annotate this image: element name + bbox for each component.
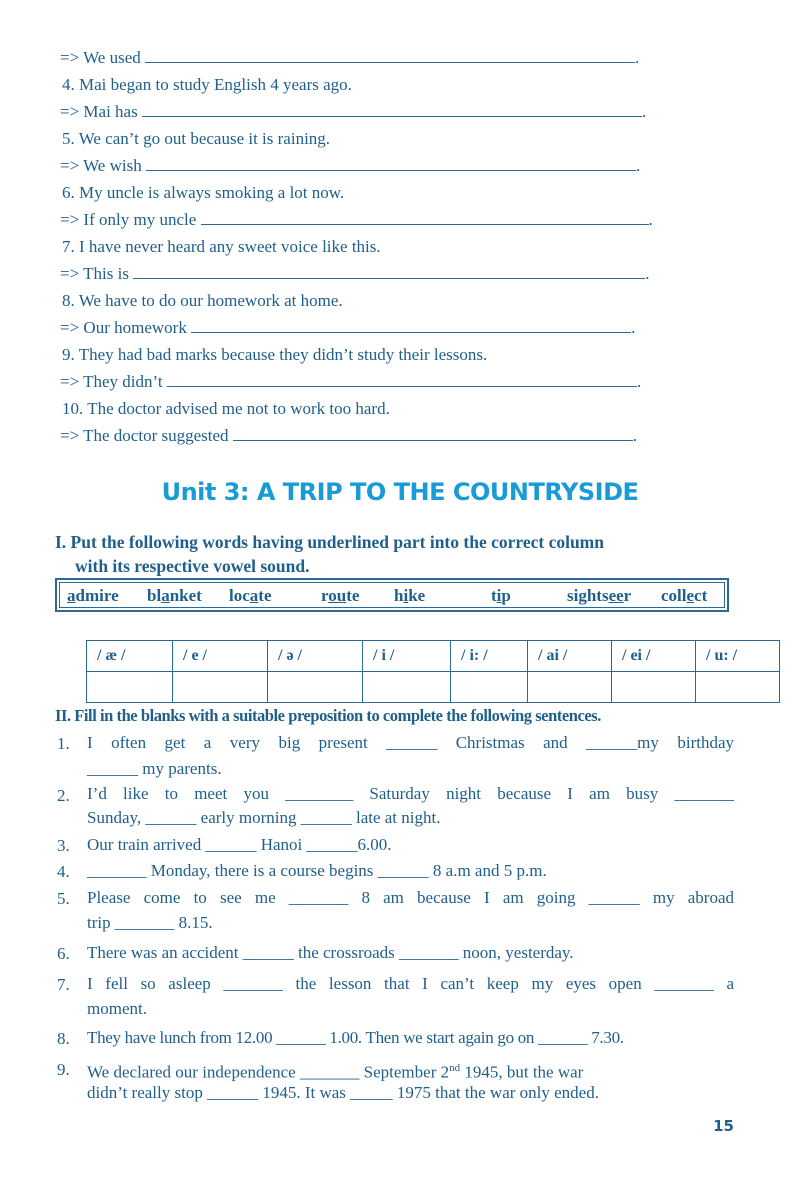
rewrite-text: 6. My uncle is always smoking a lot now.	[62, 183, 345, 202]
word-part: r	[623, 586, 632, 605]
rewrite-text: => Our homework	[60, 318, 192, 337]
underlined-part: i	[403, 586, 409, 605]
word-part: te	[258, 586, 272, 605]
rewrite-answer-line	[60, 101, 646, 123]
rewrite-text: => We wish	[60, 156, 146, 175]
word-part: ct	[694, 586, 708, 605]
answer-blank[interactable]	[142, 102, 642, 117]
word-part: te	[346, 586, 360, 605]
vowel-answer-cell[interactable]	[363, 672, 451, 703]
sentence-7-line2: moment.	[87, 999, 147, 1018]
item-number: 7.	[57, 975, 70, 994]
sentence-1-line2: ______ my parents.	[87, 759, 222, 778]
period: .	[631, 318, 636, 337]
word-part: p	[501, 586, 511, 605]
rewrite-prompt	[62, 128, 330, 150]
period: .	[635, 48, 640, 67]
vowel-answer-cell[interactable]	[268, 672, 363, 703]
rewrite-text: => They didn’t	[60, 372, 167, 391]
word-part: bl	[147, 586, 162, 605]
sentence-1-line1: I often get a very big present ______ Christmas and ______my birthday	[87, 733, 734, 752]
vowel-answer-cell[interactable]	[173, 672, 268, 703]
word-part: loc	[229, 586, 250, 605]
page-number: 15	[713, 1117, 734, 1135]
word-part: coll	[661, 586, 687, 605]
sentence-2-line1: I’d like to meet you ________ Saturday night because I am busy _______	[87, 784, 734, 803]
word-part: h	[394, 586, 404, 605]
item-number: 8.	[57, 1029, 70, 1048]
answer-blank[interactable]	[133, 264, 645, 279]
vowel-header-cell: / e /	[173, 641, 268, 672]
word-part: dmire	[75, 586, 119, 605]
rewrite-text: => The doctor suggested	[60, 426, 233, 445]
rewrite-text: 9. They had bad marks because they didn’t study their lessons.	[62, 345, 488, 364]
answer-blank[interactable]	[233, 426, 633, 441]
sentence-2-line2: Sunday, ______ early morning ______ late at night.	[87, 808, 441, 827]
item-number: 1.	[57, 734, 70, 753]
word-part: ke	[408, 586, 426, 605]
vowel-table	[86, 640, 780, 703]
period: .	[641, 102, 647, 121]
word-box	[55, 578, 729, 612]
section-1-instruction-line2: with its respective vowel sound.	[75, 556, 310, 576]
underlined-part: a	[161, 586, 170, 605]
vowel-answer-cell[interactable]	[528, 672, 612, 703]
word-item	[321, 586, 359, 606]
item-number: 6.	[57, 944, 70, 963]
rewrite-answer-line	[60, 209, 653, 231]
rewrite-answer-line	[60, 425, 637, 447]
rewrite-text: => This is	[60, 264, 134, 283]
item-number: 4.	[57, 862, 70, 881]
vowel-header-cell: / i: /	[451, 641, 528, 672]
word-part: t	[491, 586, 497, 605]
word-part: r	[321, 586, 329, 605]
sentence-5-line2: trip _______ 8.15.	[87, 913, 213, 932]
word-item	[394, 586, 425, 606]
answer-blank[interactable]	[146, 156, 636, 171]
section-1-instruction-line1: I. Put the following words having underlined part into the correct column	[55, 532, 604, 552]
underlined-part: a	[67, 586, 76, 605]
underlined-part: ee	[608, 586, 624, 605]
vowel-answer-cell[interactable]	[612, 672, 696, 703]
rewrite-text: => Mai has	[60, 102, 142, 121]
sentence-6: There was an accident ______ the crossroads _______ noon, yesterday.	[87, 943, 574, 962]
rewrite-prompt	[62, 182, 344, 204]
item-number: 9.	[57, 1060, 70, 1079]
period: .	[648, 210, 653, 229]
section-2-instruction: II. Fill in the blanks with a suitable preposition to complete the following sentences.	[55, 706, 601, 725]
underlined-part: i	[496, 586, 502, 605]
rewrite-answer-line	[60, 317, 635, 339]
word-item	[67, 586, 119, 606]
rewrite-prompt	[62, 74, 352, 96]
item-number: 5.	[57, 889, 70, 908]
vowel-answer-cell[interactable]	[451, 672, 528, 703]
word-item	[567, 586, 631, 606]
sentence-3: Our train arrived ______ Hanoi ______6.00.	[87, 835, 392, 854]
rewrite-text: 5. We can’t go out because it is raining.	[62, 129, 331, 148]
ordinal-suffix: nd	[449, 1062, 461, 1074]
underlined-part: e	[686, 586, 695, 605]
rewrite-prompt	[62, 398, 390, 420]
rewrite-text: 8. We have to do our homework at home.	[62, 291, 343, 310]
vowel-header-cell: / ai /	[528, 641, 612, 672]
sentence-9-text-b: 1945, but the war	[460, 1062, 584, 1082]
vowel-header-cell: / i /	[363, 641, 451, 672]
sentence-9-text-a: We declared our independence _______ September 2	[87, 1062, 450, 1082]
underlined-part: a	[249, 586, 259, 605]
answer-blank[interactable]	[191, 318, 631, 333]
rewrite-prompt	[62, 236, 381, 258]
period: .	[632, 426, 638, 445]
rewrite-answer-line	[60, 155, 640, 177]
vowel-header-cell: / ei /	[612, 641, 696, 672]
vowel-answer-cell[interactable]	[87, 672, 173, 703]
rewrite-prompt	[62, 290, 343, 312]
word-part: sights	[567, 586, 609, 605]
vowel-header-cell: / ə /	[268, 641, 363, 672]
period: .	[635, 156, 641, 175]
sentence-5-line1: Please come to see me _______ 8 am because I am going ______ my abroad	[87, 888, 734, 907]
answer-blank[interactable]	[167, 372, 637, 387]
word-item	[491, 586, 511, 606]
item-number: 2.	[57, 786, 70, 805]
sentence-4: _______ Monday, there is a course begins ______ 8 a.m and 5 p.m.	[87, 861, 547, 880]
vowel-header-cell: / æ /	[87, 641, 173, 672]
word-item	[661, 586, 707, 606]
sentence-9-line1	[87, 1057, 734, 1084]
period: .	[645, 264, 650, 283]
rewrite-answer-line	[60, 371, 641, 393]
period: .	[636, 372, 642, 391]
rewrite-text: 10. The doctor advised me not to work too hard.	[62, 399, 390, 418]
rewrite-text: 7. I have never heard any sweet voice like this.	[62, 237, 381, 256]
rewrite-answer-line	[60, 263, 649, 285]
rewrite-prompt	[62, 344, 487, 366]
sentence-8: They have lunch from 12.00 ______ 1.00. Then we start again go on ______ 7.30.	[87, 1028, 624, 1047]
word-item	[229, 586, 272, 606]
answer-blank[interactable]	[145, 48, 635, 63]
vowel-answer-row	[87, 672, 780, 703]
vowel-answer-cell[interactable]	[696, 672, 780, 703]
rewrite-answer-line	[60, 47, 639, 69]
unit-title: Unit 3: A TRIP TO THE COUNTRYSIDE	[161, 478, 639, 506]
vowel-header-cell: / u: /	[696, 641, 780, 672]
underlined-part: ou	[328, 586, 347, 605]
rewrite-text: => If only my uncle	[60, 210, 201, 229]
word-part: nket	[169, 586, 202, 605]
rewrite-text: 4. Mai began to study English 4 years ago.	[62, 75, 352, 94]
item-number: 3.	[57, 836, 70, 855]
word-item	[147, 586, 202, 606]
rewrite-text: => We used	[60, 48, 146, 67]
vowel-header-row	[87, 641, 780, 672]
sentence-9-line2: didn’t really stop ______ 1945. It was _____ 1975 that the war only ended.	[87, 1083, 599, 1102]
sentence-7-line1: I fell so asleep _______ the lesson that I can’t keep my eyes open _______ a	[87, 974, 734, 993]
answer-blank[interactable]	[201, 210, 649, 225]
